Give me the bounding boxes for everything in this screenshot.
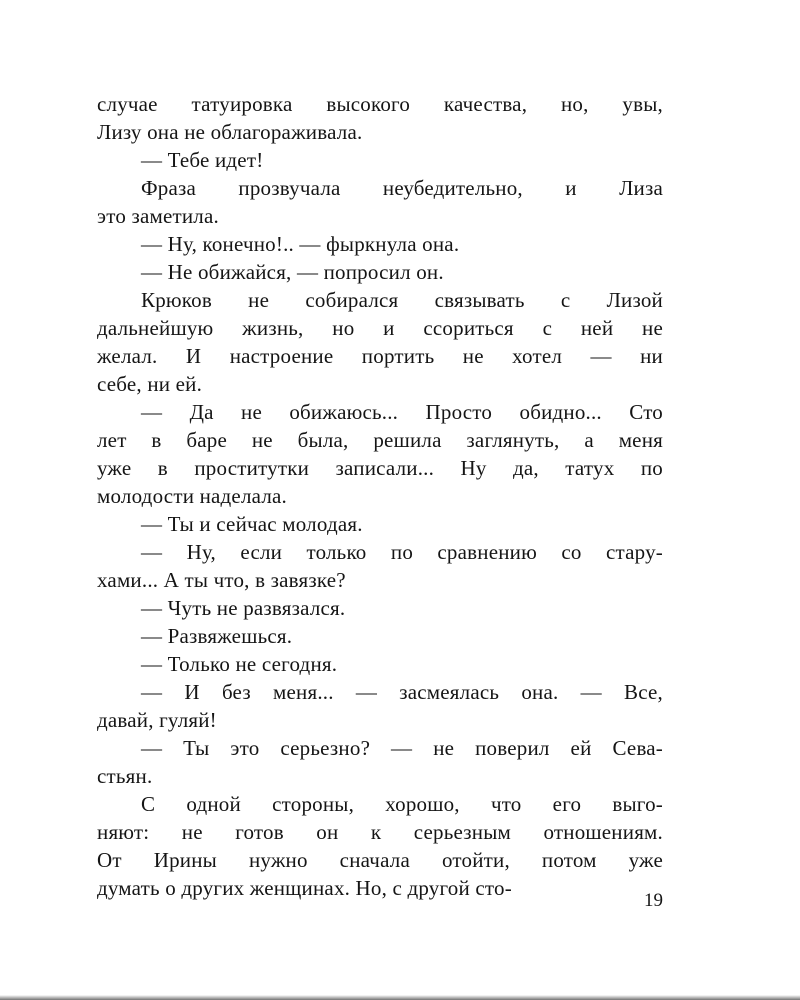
text-line: Лизу она не облагораживала.: [97, 120, 363, 144]
text-line: желал. И настроение портить не хотел — ни: [97, 344, 663, 368]
text-line: — Ты это серьезно? — не поверил ей Сева-: [141, 736, 663, 760]
text-line: — Развяжешься.: [141, 624, 293, 648]
paragraph: [97, 90, 663, 146]
text-line: Фраза прозвучала неубедительно, и Лиза: [141, 176, 663, 200]
text-line: С одной стороны, хорошо, что его выго-: [141, 792, 663, 816]
paragraph: [97, 622, 663, 650]
text-line: это заметила.: [97, 204, 219, 228]
text-line: случае татуировка высокого качества, но, увы,: [97, 92, 663, 116]
paragraph: [97, 790, 663, 902]
text-line: — И без меня... — засмеялась она. — Все,: [141, 680, 663, 704]
paragraph: [97, 510, 663, 538]
text-line: хами... А ты что, в завязке?: [97, 568, 346, 592]
page-text: [97, 90, 663, 902]
text-line: — Да не обижаюсь... Просто обидно... Сто: [141, 400, 663, 424]
text-line: лет в баре не была, решила заглянуть, а меня: [97, 428, 663, 452]
text-line: молодости наделала.: [97, 484, 287, 508]
paragraph: [97, 146, 663, 174]
text-line: уже в проститутки записали... Ну да, татух по: [97, 456, 663, 480]
paragraph: [97, 678, 663, 734]
paragraph: [97, 286, 663, 398]
paragraph: [97, 650, 663, 678]
paragraph: [97, 594, 663, 622]
paragraph: [97, 174, 663, 230]
paragraph: [97, 734, 663, 790]
text-line: дальнейшую жизнь, но и ссориться с ней не: [97, 316, 663, 340]
text-line: стьян.: [97, 764, 153, 788]
text-line: — Ты и сейчас молодая.: [141, 512, 363, 536]
text-line: няют: не готов он к серьезным отношениям.: [97, 820, 663, 844]
text-line: — Тебе идет!: [141, 148, 264, 172]
text-line: От Ирины нужно сначала отойти, потом уже: [97, 848, 663, 872]
paragraph: [97, 230, 663, 258]
page-bottom-edge: [0, 995, 800, 1000]
text-line: — Только не сегодня.: [141, 652, 338, 676]
paragraph: [97, 538, 663, 594]
paragraph: [97, 398, 663, 510]
text-line: думать о других женщинах. Но, с другой сто-: [97, 876, 512, 900]
text-line: — Не обижайся, — попросил он.: [141, 260, 444, 284]
text-line: Крюков не собирался связывать с Лизой: [141, 288, 663, 312]
text-line: — Ну, конечно!.. — фыркнула она.: [141, 232, 460, 256]
text-line: — Чуть не развязался.: [141, 596, 346, 620]
text-line: давай, гуляй!: [97, 708, 217, 732]
text-line: — Ну, если только по сравнению со стару-: [141, 540, 663, 564]
paragraph: [97, 258, 663, 286]
page-number: 19: [644, 890, 663, 911]
text-line: себе, ни ей.: [97, 372, 203, 396]
